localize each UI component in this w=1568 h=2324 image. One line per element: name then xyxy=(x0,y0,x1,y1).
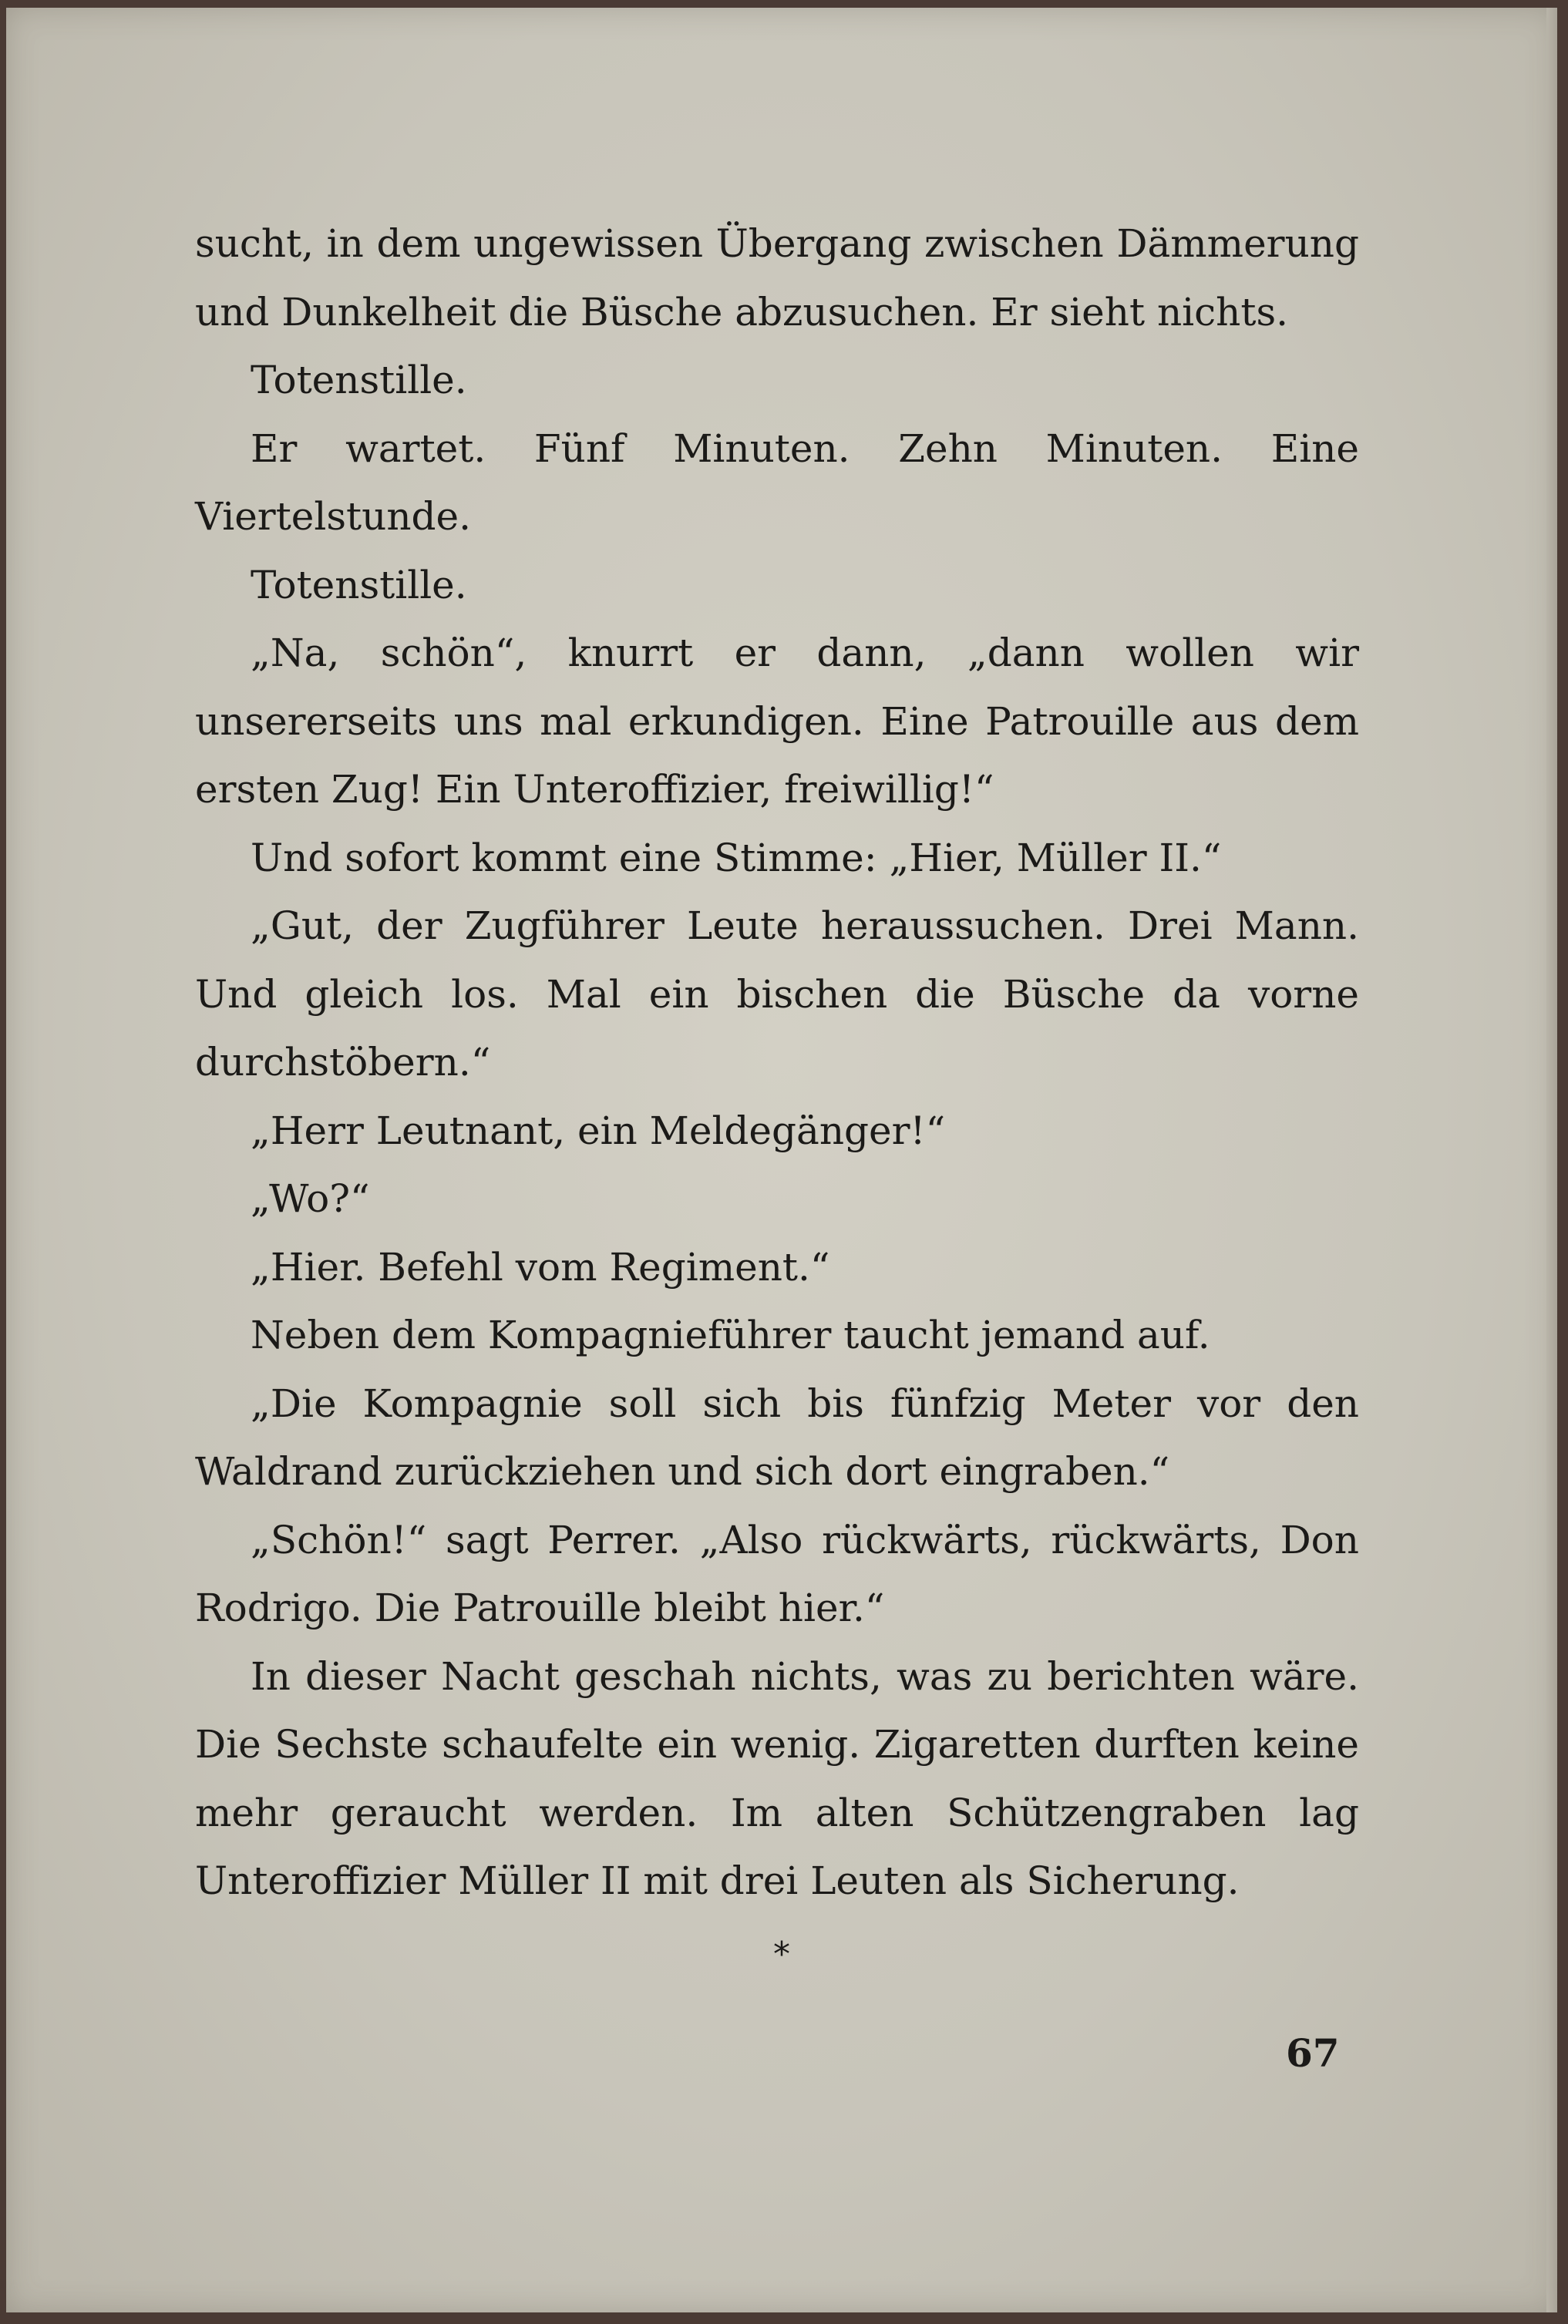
paragraph: „Die Kompagnie soll sich bis fünfzig Meter vor den Waldrand zurückziehen und sich dort eingraben.“ xyxy=(195,1381,1359,1494)
paragraph: Totenstille. xyxy=(251,562,467,607)
paragraph: Totenstille. xyxy=(251,358,467,402)
paragraph: sucht, in dem ungewissen Übergang zwischen Dämmerung und Dunkelheit die Büsche abzusuchen. Er sieht nichts. xyxy=(195,221,1359,335)
book-page xyxy=(6,8,1557,2312)
paragraph: Neben dem Kompagnieführer taucht jemand auf. xyxy=(251,1313,1210,1357)
section-break-mark: * xyxy=(773,1935,790,1974)
paragraph: „Na, schön“, knurrt er dann, „dann wollen wir unsererseits uns mal erkundigen. Eine Patrouille aus dem ersten Zug! Ein Unteroffizier, freiwillig!“ xyxy=(195,631,1359,812)
paragraph: „Gut, der Zugführer Leute heraussuchen. Drei Mann. Und gleich los. Mal ein bischen die Büsche da vorne durchstöbern.“ xyxy=(195,903,1359,1085)
paragraph: „Hier. Befehl vom Regiment.“ xyxy=(251,1244,830,1290)
paragraph: „Schön!“ sagt Perrer. „Also rückwärts, rückwärts, Don Rodrigo. Die Patrouille bleibt hier.“ xyxy=(195,1517,1359,1630)
page-number: 67 xyxy=(1286,2030,1340,2076)
paragraph: Er wartet. Fünf Minuten. Zehn Minuten. Eine Viertelstunde. xyxy=(195,425,1359,539)
paragraph: In dieser Nacht geschah nichts, was zu berichten wäre. Die Sechste schaufelte ein wenig. Zigaretten durften keine mehr geraucht werden. Im alten Schützengraben lag Unteroffizier Müller II mit drei Leuten als Sicherung. xyxy=(195,1653,1359,1903)
paragraph: „Herr Leutnant, ein Meldegänger!“ xyxy=(251,1108,946,1153)
body-text xyxy=(195,210,1359,1915)
paragraph: „Wo?“ xyxy=(251,1176,370,1221)
paragraph: Und sofort kommt eine Stimme: „Hier, Müller II.“ xyxy=(251,835,1222,880)
